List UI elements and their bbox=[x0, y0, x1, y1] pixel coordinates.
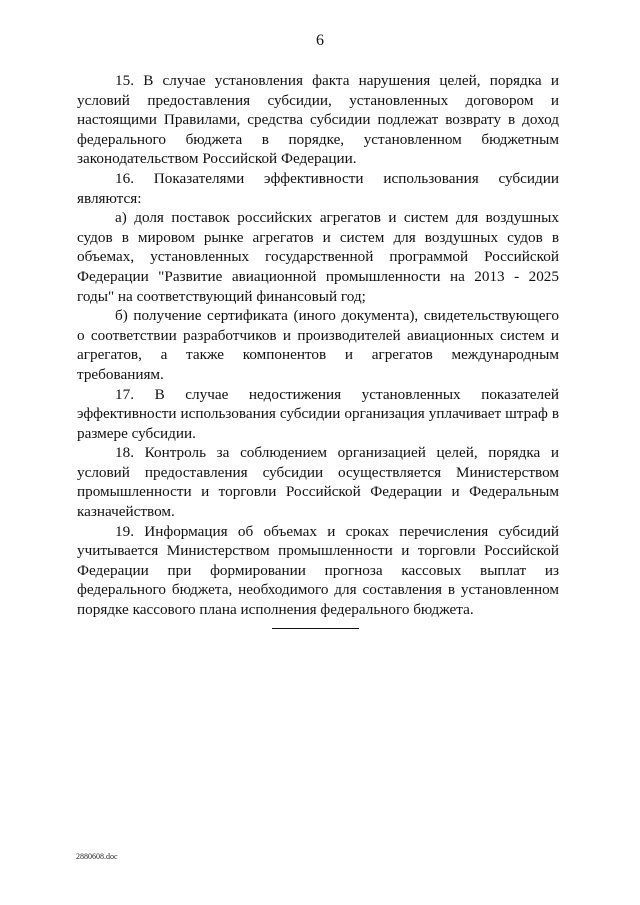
document-code: 2880608.doc bbox=[76, 852, 118, 861]
paragraph-16: 16. Показателями эффективности использования субсидии являются: bbox=[77, 169, 559, 207]
paragraph-19: 19. Информация об объемах и сроках перечисления субсидий учитывается Министерством промышленности и торговли Российской Федерации при формировании прогноза кассовых выплат из федерального бюджета, необходимого для составления в установленном порядке кассового плана исполнения федерального бюджета. bbox=[77, 522, 559, 619]
paragraph-16-a: а) доля поставок российских агрегатов и систем для воздушных судов в мировом рынке агрегатов и систем для воздушных судов в объемах, установленных государственной программой Российской Федерации "Развитие авиационной промышленности на 2013 - 2025 годы" на соответствующий финансовый год; bbox=[77, 209, 559, 305]
document-body bbox=[77, 71, 559, 620]
paragraph-16-b: б) получение сертификата (иного документа), свидетельствующего о соответствии разработчиков и производителей авиационных систем и агрегатов, а также компонентов и агрегатов международным требованиям. bbox=[77, 307, 559, 383]
paragraph-17: 17. В случае недостижения установленных показателей эффективности использования субсидии организация уплачивает штраф в размере субсидии. bbox=[77, 385, 559, 442]
page-number: 6 bbox=[316, 32, 324, 49]
end-separator-line bbox=[272, 628, 359, 629]
paragraph-15: 15. В случае установления факта нарушения целей, порядка и условий предоставления субсидии, установленных договором и настоящими Правилами, средства субсидии подлежат возврату в доход федерального бюджета в порядке, установленном бюджетным законодательством Российской Федерации. bbox=[77, 72, 559, 168]
paragraph-18: 18. Контроль за соблюдением организацией целей, порядка и условий предоставления субсидии осуществляется Министерством промышленности и торговли Российской Федерации и Федеральным казначейством. bbox=[77, 444, 559, 521]
